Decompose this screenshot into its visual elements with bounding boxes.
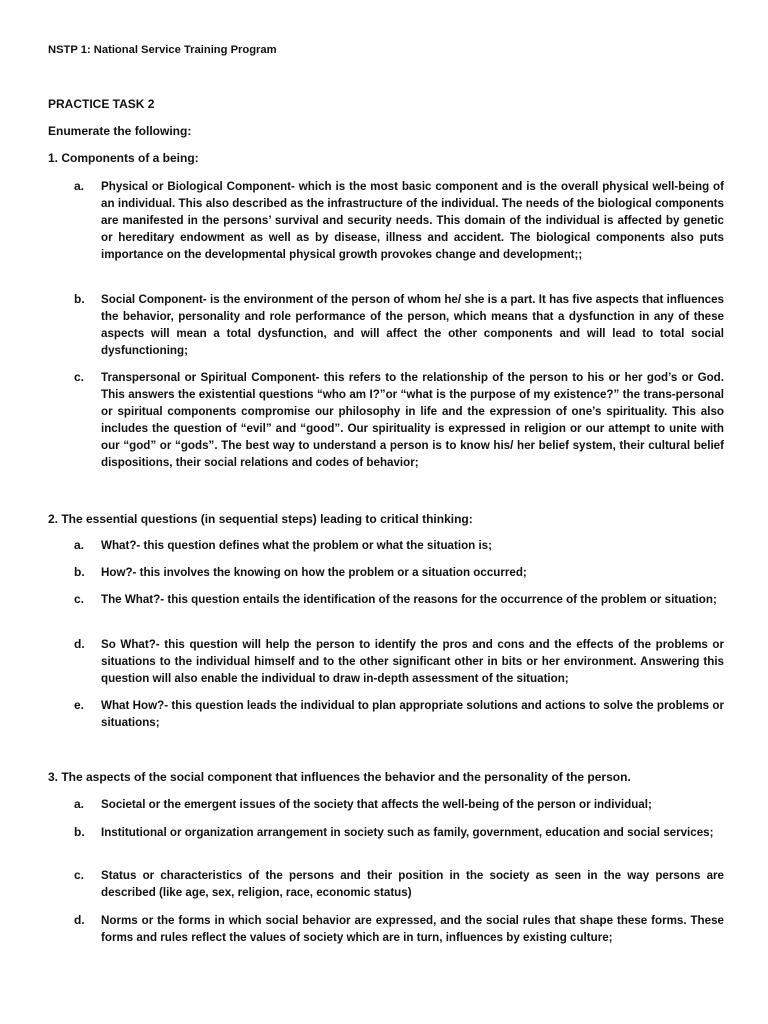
item-letter: c. [74, 868, 85, 882]
item-text: The What?- this question entails the identification of the reasons for the occurrence of the problem or situation; [101, 593, 717, 606]
list-item [74, 825, 724, 842]
item-text: So What?- this question will help the person to identify the pros and cons and the effects of the problems or situations to the individual himself and to the other significant other in bits or her environment. Answering this question will also enable the individual to draw in-depth assessment of the situation; [101, 638, 724, 685]
item-text: Status or characteristics of the persons and their position in the society as seen in the way persons are described (like age, sex, religion, race, economic status) [101, 869, 724, 899]
section-heading-1: 1. Components of a being: [48, 151, 199, 165]
item-letter: a. [74, 179, 85, 193]
list-item [74, 698, 724, 732]
item-letter: b. [74, 565, 85, 579]
list-item [74, 797, 724, 814]
section-heading-2: 2. The essential questions (in sequential steps) leading to critical thinking: [48, 512, 473, 526]
item-text: How?- this involves the knowing on how the problem or a situation occurred; [101, 566, 527, 579]
list-item [74, 868, 724, 902]
item-letter: b. [74, 825, 85, 839]
item-text: Institutional or organization arrangement in society such as family, government, education and social services; [101, 826, 714, 839]
list-item [74, 292, 724, 360]
item-text: Social Component- is the environment of the person of whom he/ she is a part. It has five aspects that influences the behavior, personality and role performance of the person, which means that a dysfunction in any of these aspects will mean a total dysfunction, and will affect the other components and will lead to total social dysfunctioning; [101, 293, 724, 357]
list-item [74, 538, 724, 555]
item-letter: b. [74, 292, 85, 306]
item-letter: d. [74, 637, 85, 651]
item-letter: a. [74, 538, 85, 552]
item-letter: c. [74, 370, 85, 384]
item-text: What?- this question defines what the problem or what the situation is; [101, 539, 492, 552]
section-heading-3: 3. The aspects of the social component that influences the behavior and the personality of the person. [48, 770, 631, 784]
document-header: NSTP 1: National Service Training Program [48, 44, 277, 56]
instruction-text: Enumerate the following: [48, 124, 192, 138]
item-text: Norms or the forms in which social behavior are expressed, and the social rules that shape these forms. These forms and rules reflect the values of society which are in turn, influences by existing culture; [101, 914, 724, 944]
item-letter: e. [74, 698, 85, 712]
item-letter: c. [74, 592, 85, 606]
list-item [74, 565, 724, 582]
list-item [74, 179, 724, 264]
list-item [74, 637, 724, 688]
task-title: PRACTICE TASK 2 [48, 97, 155, 111]
item-text: Physical or Biological Component- which is the most basic component and is the overall physical well-being of an individual. This also described as the infrastructure of the individual. The needs of the biological components are manifested in the persons’ survival and security needs. This domain of the individual is affected by genetic or hereditary endowment as well as by disease, illness and accident. The biological components also puts importance on the developmental physical growth provokes change and development;; [101, 180, 724, 261]
list-item [74, 913, 724, 947]
item-letter: d. [74, 913, 85, 927]
item-text: Societal or the emergent issues of the society that affects the well-being of the person or individual; [101, 798, 652, 811]
item-text: What How?- this question leads the individual to plan appropriate solutions and actions to solve the problems or situations; [101, 699, 724, 729]
item-text: Transpersonal or Spiritual Component- this refers to the relationship of the person to his or her god’s or God. This answers the existential questions “who am I?”or “what is the purpose of my existence?” the trans-personal or spiritual components compromise our philosophy in life and the expression of one’s spirituality. This also includes the question of “evil” and “good”. Our spirituality is expressed in religion or our attempt to unite with our “god” or “gods”. The best way to understand a person is to know his/ her belief system, their cultural belief dispositions, their social relations and codes of behavior; [101, 371, 724, 469]
list-item [74, 370, 724, 471]
item-letter: a. [74, 797, 85, 811]
list-item [74, 592, 724, 609]
